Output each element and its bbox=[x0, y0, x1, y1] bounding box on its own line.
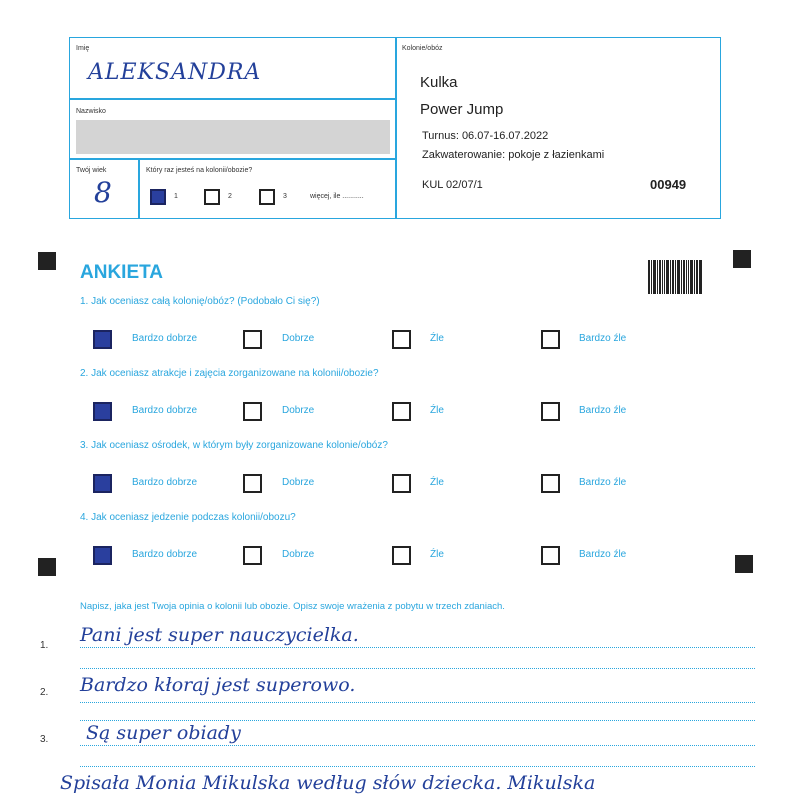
registration-marker bbox=[38, 252, 56, 270]
ktory-raz-label: Który raz jesteś na kolonii/obozie? bbox=[146, 167, 253, 174]
q1-answer-3-label: Źle bbox=[430, 333, 444, 344]
q4-answer-2-checkbox[interactable] bbox=[243, 546, 262, 565]
writing-line bbox=[80, 668, 755, 669]
registration-marker bbox=[735, 555, 753, 573]
q1-answer-4-checkbox[interactable] bbox=[541, 330, 560, 349]
q2-answer-1-checkbox[interactable] bbox=[93, 402, 112, 421]
q4-answer-3-label: Źle bbox=[430, 549, 444, 560]
question-2: 2. Jak oceniasz atrakcje i zajęcia zorganizowane na kolonii/obozie? bbox=[80, 368, 379, 379]
turnus: Turnus: 06.07-16.07.2022 bbox=[422, 130, 549, 142]
writing-line bbox=[80, 745, 755, 746]
option-3-label: 3 bbox=[283, 193, 287, 200]
q1-answer-3-checkbox[interactable] bbox=[392, 330, 411, 349]
opinion-line-3[interactable]: Są super obiady bbox=[86, 722, 241, 744]
writing-line bbox=[80, 766, 755, 767]
header-form bbox=[69, 37, 721, 219]
option-3-checkbox[interactable] bbox=[259, 189, 275, 205]
option-2-label: 2 bbox=[228, 193, 232, 200]
form-number: 00949 bbox=[650, 177, 687, 192]
q1-answer-1-label: Bardzo dobrze bbox=[132, 333, 198, 344]
wiek-label: Twój wiek bbox=[76, 167, 107, 174]
q1-answer-1-checkbox[interactable] bbox=[93, 330, 112, 349]
barcode-icon bbox=[648, 260, 702, 294]
writing-line bbox=[80, 647, 755, 648]
row-divider bbox=[70, 158, 395, 160]
q3-answer-1-checkbox[interactable] bbox=[93, 474, 112, 493]
q4-answer-1-checkbox[interactable] bbox=[93, 546, 112, 565]
q1-answer-4-label: Bardzo źle bbox=[579, 333, 627, 344]
registration-marker bbox=[38, 558, 56, 576]
age-divider bbox=[138, 158, 140, 218]
q4-answer-1-label: Bardzo dobrze bbox=[132, 549, 198, 560]
q2-answer-2-checkbox[interactable] bbox=[243, 402, 262, 421]
camp-code: KUL 02/07/1 bbox=[422, 179, 483, 191]
option-1-checkbox[interactable] bbox=[150, 189, 166, 205]
zakwaterowanie: Zakwaterowanie: pokoje z łazienkami bbox=[422, 149, 605, 161]
column-divider bbox=[395, 38, 397, 218]
line-number: 1. bbox=[40, 640, 49, 651]
line-number: 3. bbox=[40, 734, 49, 745]
opinion-line-1[interactable]: Pani jest super nauczycielka. bbox=[80, 624, 359, 646]
option-2-checkbox[interactable] bbox=[204, 189, 220, 205]
option-1-label: 1 bbox=[174, 193, 178, 200]
q4-answer-2-label: Dobrze bbox=[282, 549, 315, 560]
q3-answer-4-label: Bardzo źle bbox=[579, 477, 627, 488]
footer-handwritten-note: Spisała Monia Mikulska według słów dziecka. Mikulska bbox=[60, 772, 596, 794]
q1-answer-2-label: Dobrze bbox=[282, 333, 315, 344]
opinion-line-2[interactable]: Bardzo kłoraj jest superowo. bbox=[80, 674, 356, 696]
q4-answer-4-checkbox[interactable] bbox=[541, 546, 560, 565]
q2-answer-1-label: Bardzo dobrze bbox=[132, 405, 198, 416]
kolonie-label: Kolonie/obóz bbox=[402, 45, 443, 52]
line-number: 2. bbox=[40, 687, 49, 698]
wiek-value[interactable]: 8 bbox=[94, 176, 112, 209]
wiecej-label: więcej, ile ........... bbox=[310, 193, 364, 200]
opinion-prompt: Napisz, jaka jest Twoja opinia o kolonii lub obozie. Opisz swoje wrażenia z pobytu w trzech zdaniach. bbox=[80, 601, 505, 612]
writing-line bbox=[80, 702, 755, 703]
q3-answer-3-label: Źle bbox=[430, 477, 444, 488]
q4-answer-4-label: Bardzo źle bbox=[579, 549, 627, 560]
question-3: 3. Jak oceniasz ośrodek, w którym były zorganizowane kolonie/obóz? bbox=[80, 440, 388, 451]
survey-title: ANKIETA bbox=[80, 262, 164, 283]
imie-value[interactable]: ALEKSANDRA bbox=[88, 60, 262, 85]
imie-label: Imię bbox=[76, 45, 90, 52]
q2-answer-2-label: Dobrze bbox=[282, 405, 315, 416]
q3-answer-2-checkbox[interactable] bbox=[243, 474, 262, 493]
nazwisko-redacted-field[interactable] bbox=[76, 120, 390, 154]
question-1: 1. Jak oceniasz całą kolonię/obóz? (Podobało Ci się?) bbox=[80, 296, 320, 307]
q2-answer-4-label: Bardzo źle bbox=[579, 405, 627, 416]
q2-answer-3-checkbox[interactable] bbox=[392, 402, 411, 421]
camp-name: Kulka bbox=[420, 74, 458, 91]
camp-program: Power Jump bbox=[420, 101, 504, 118]
nazwisko-label: Nazwisko bbox=[76, 108, 106, 115]
q3-answer-3-checkbox[interactable] bbox=[392, 474, 411, 493]
q2-answer-3-label: Źle bbox=[430, 405, 444, 416]
q1-answer-2-checkbox[interactable] bbox=[243, 330, 262, 349]
q3-answer-1-label: Bardzo dobrze bbox=[132, 477, 198, 488]
question-4: 4. Jak oceniasz jedzenie podczas kolonii/obozu? bbox=[80, 512, 296, 523]
registration-marker bbox=[733, 250, 751, 268]
row-divider bbox=[70, 98, 395, 100]
q4-answer-3-checkbox[interactable] bbox=[392, 546, 411, 565]
q3-answer-4-checkbox[interactable] bbox=[541, 474, 560, 493]
writing-line bbox=[80, 720, 755, 721]
q3-answer-2-label: Dobrze bbox=[282, 477, 315, 488]
q2-answer-4-checkbox[interactable] bbox=[541, 402, 560, 421]
